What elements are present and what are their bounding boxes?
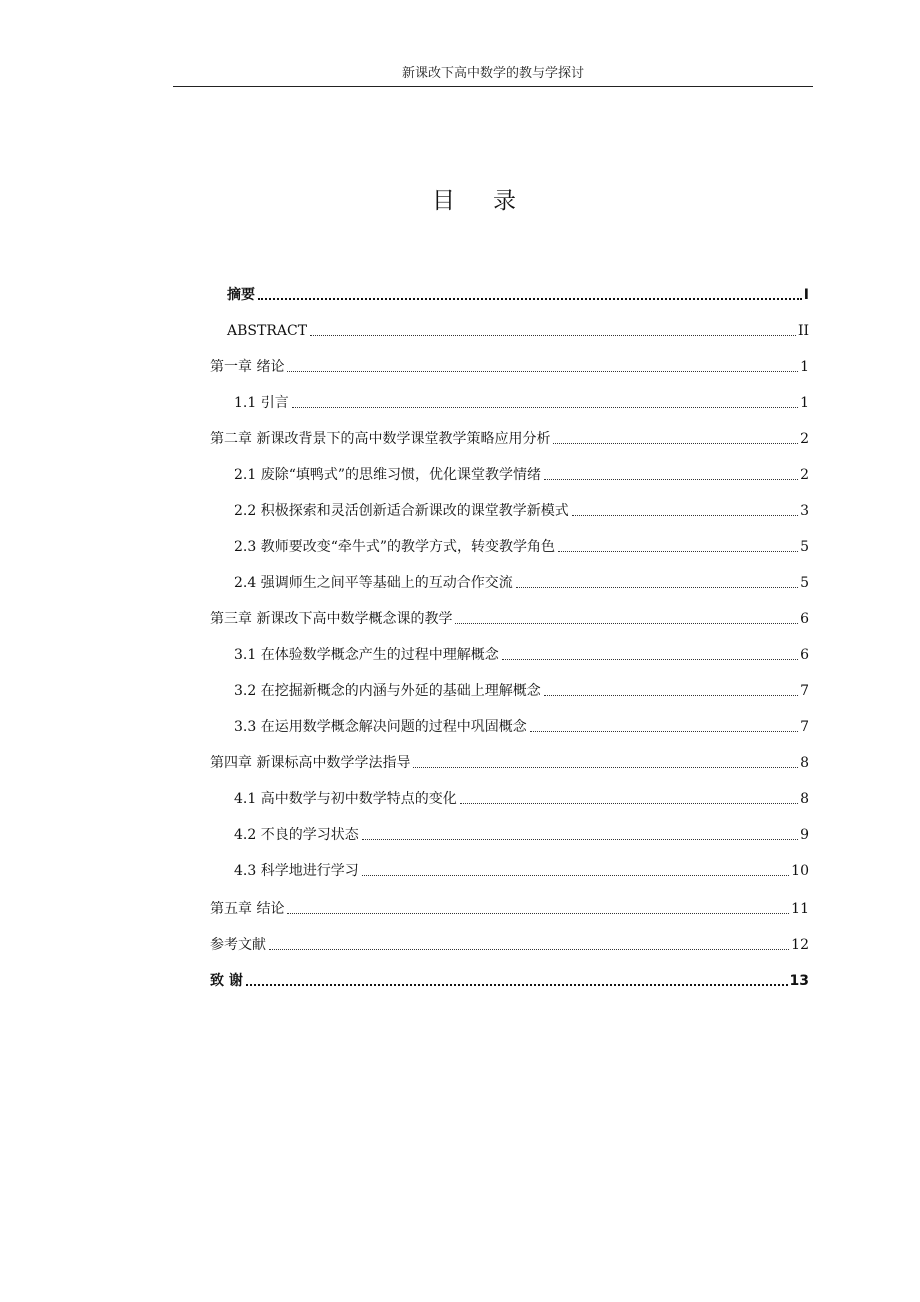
toc-entry-label: 3.2 在挖掘新概念的内涵与外延的基础上理解概念 [234, 683, 541, 699]
toc-entry-label: 3.1 在体验数学概念产生的过程中理解概念 [234, 647, 499, 663]
dot-leader [413, 749, 798, 768]
toc-entry-acknowledgements[interactable] [210, 968, 809, 990]
dot-leader [530, 713, 798, 732]
running-header-title: 新课改下高中数学的教与学探讨 [401, 66, 584, 81]
toc-entry-section-4-3[interactable] [234, 858, 809, 880]
toc-entry-label: 2.1 废除“填鸭式”的思维习惯，优化课堂教学情绪 [234, 467, 542, 483]
toc-entry-page: II [797, 323, 809, 339]
toc-entry-page: 1 [800, 395, 809, 411]
toc-entry-label: 3.3 在运用数学概念解决问题的过程中巩固概念 [234, 719, 527, 735]
dot-leader [269, 931, 789, 950]
toc-entry-label: 参考文献 [210, 937, 266, 953]
dot-leader [502, 641, 798, 660]
toc-entry-label: 摘要 [227, 287, 255, 303]
toc-entry-section-3-3[interactable] [234, 714, 809, 736]
toc-entry-label: 4.2 不良的学习状态 [234, 827, 359, 843]
toc-entry-page: 3 [800, 503, 809, 519]
toc-entry-chapter-4[interactable] [210, 750, 809, 772]
toc-entry-label: 第三章 新课改下高中数学概念课的教学 [210, 611, 453, 627]
toc-entry-page: 9 [800, 827, 809, 843]
dot-leader [310, 317, 796, 336]
toc-entry-page: 5 [800, 539, 809, 555]
toc-entry-section-2-3[interactable] [234, 534, 809, 556]
toc-entry-section-2-4[interactable] [234, 570, 809, 592]
dot-leader [246, 966, 788, 986]
toc-entry-chapter-2[interactable] [210, 426, 809, 448]
toc-entry-chapter-1[interactable] [210, 354, 809, 376]
toc-entry-page: 2 [800, 467, 809, 483]
dot-leader [258, 280, 802, 300]
dot-leader [553, 425, 798, 444]
toc-entry-page: 5 [800, 575, 809, 591]
toc-entry-section-4-2[interactable] [234, 822, 809, 844]
dot-leader [572, 497, 798, 516]
toc-entry-section-3-2[interactable] [234, 678, 809, 700]
toc-entry-label: 4.3 科学地进行学习 [234, 863, 359, 879]
toc-entry-chapter-3[interactable] [210, 606, 809, 628]
toc-entry-page: 12 [791, 937, 809, 953]
toc-entry-page: I [803, 287, 809, 303]
toc-entry-page: 8 [800, 755, 809, 771]
dot-leader [362, 857, 789, 876]
toc-entry-page: 11 [791, 901, 809, 917]
toc-entry-label: 第四章 新课标高中数学学法指导 [210, 755, 411, 771]
dot-leader [287, 353, 798, 372]
dot-leader [287, 895, 789, 914]
toc-entry-page: 7 [800, 683, 809, 699]
toc-entry-chapter-5[interactable] [210, 896, 809, 918]
dot-leader [558, 533, 798, 552]
toc-entry-abstract-cn[interactable] [227, 282, 809, 304]
toc-entry-label: 2.3 教师要改变“牵牛式”的教学方式，转变教学角色 [234, 539, 556, 555]
toc-entry-page: 10 [791, 863, 809, 879]
toc-entry-page: 2 [800, 431, 809, 447]
dot-leader [544, 677, 798, 696]
toc-entry-label: 2.4 强调师生之间平等基础上的互动合作交流 [234, 575, 513, 591]
toc-entry-page: 6 [800, 611, 809, 627]
toc-entry-label: 第二章 新课改背景下的高中数学课堂教学策略应用分析 [210, 431, 551, 447]
toc-entry-label: 第五章 结论 [210, 901, 285, 917]
toc-entry-page: 1 [800, 359, 809, 375]
toc-entry-label: 2.2 积极探索和灵活创新适合新课改的课堂教学新模式 [234, 503, 569, 519]
toc-entry-label: ABSTRACT [227, 323, 308, 339]
toc-entry-section-1-1[interactable] [234, 390, 809, 412]
toc-entry-section-2-2[interactable] [234, 498, 809, 520]
toc-entry-page: 8 [800, 791, 809, 807]
toc-entry-section-3-1[interactable] [234, 642, 809, 664]
toc-entry-page: 7 [800, 719, 809, 735]
dot-leader [292, 389, 798, 408]
toc-title: 目录 [432, 188, 554, 214]
toc-entry-references[interactable] [210, 932, 809, 954]
toc-entry-label: 1.1 引言 [234, 395, 289, 411]
toc-entry-section-4-1[interactable] [234, 786, 809, 808]
dot-leader [516, 569, 798, 588]
toc-entry-page: 13 [789, 973, 809, 989]
toc-entry-abstract-en[interactable] [227, 318, 809, 340]
toc-entry-label: 第一章 绪论 [210, 359, 285, 375]
toc-entry-section-2-1[interactable] [234, 462, 809, 484]
toc-entry-label: 致 谢 [210, 973, 243, 989]
dot-leader [362, 821, 798, 840]
toc-entry-label: 4.1 高中数学与初中数学特点的变化 [234, 791, 457, 807]
dot-leader [544, 461, 798, 480]
toc-entry-page: 6 [800, 647, 809, 663]
dot-leader [460, 785, 798, 804]
dot-leader [455, 605, 798, 624]
